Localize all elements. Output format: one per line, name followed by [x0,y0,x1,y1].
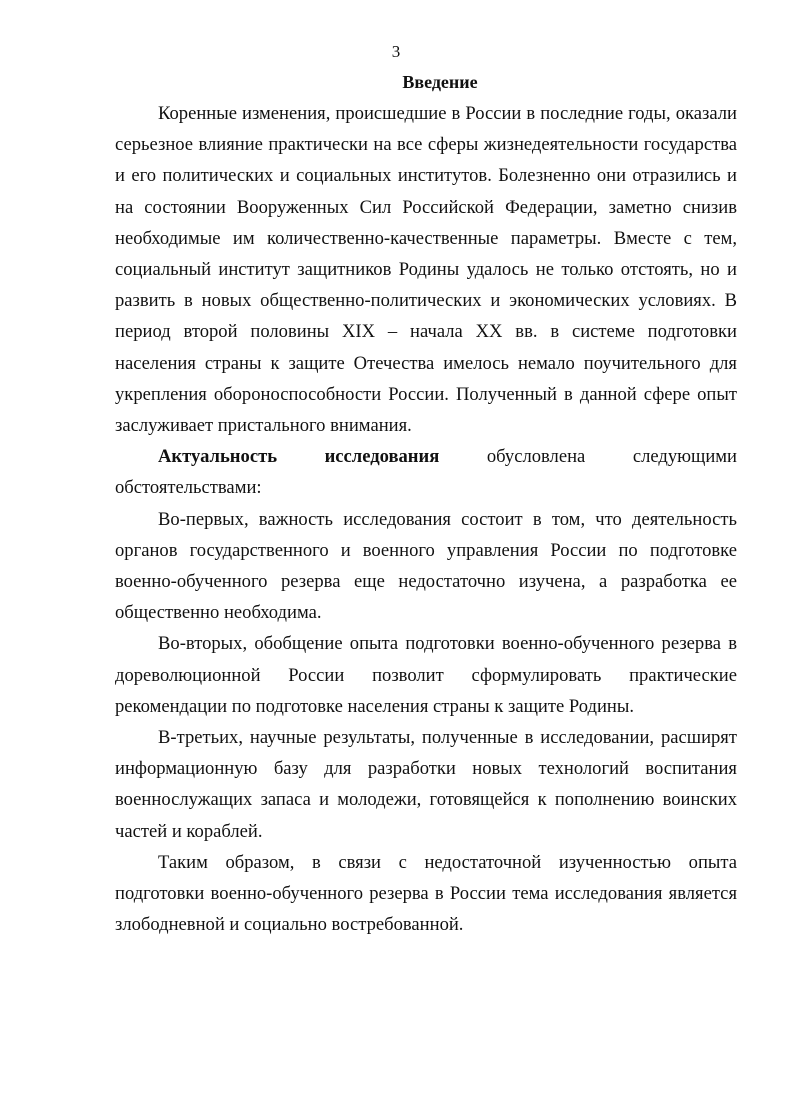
section-heading: Введение [402,72,478,92]
actuality-label: Актуальность исследования [158,446,440,468]
page-number: 3 [391,42,401,61]
paragraph-first: Во-первых, важность исследования состоит в том, что деятельность органов государственного и военного управления России по подготовке военно-обученного резерва еще недостаточно изучена, а разработка ее общественно необходима. [115,508,737,624]
paragraph-conclusion: Таким образом, в связи с недостаточной изученностью опыта подготовки военно-обученного резерва в России тема исследования является злободневной и социально востребованной. [115,851,737,936]
paragraph-third: В-третьих, научные результаты, полученные в исследовании, расширят информационную базу для разработки новых технологий воспитания военнослужащих запаса и молодежи, готовящейся к пополнению воинских частей и кораблей. [115,727,737,842]
paragraph-second: Во-вторых, обобщение опыта подготовки военно-обученного резерва в дореволюционной России позволит сформулировать практические рекомендации по подготовке населения страны к защите Родины. [115,633,737,717]
intro-paragraph: Коренные изменения, происшедшие в России в последние годы, оказали серьезное влияние практически на все сферы жизнедеятельности государства и его политических и социальных институтов. Болезненно они отразились и на состоянии Вооруженных Сил Российской Федерации, заметно снизив необходимые им количественно-качественные параметры. Вместе с тем, социальный институт защитников Родины удалось не только отстоять, но и развить в новых общественно-политических и экономических условиях. В период второй половины XIX – начала XX вв. в системе подготовки населения страны к защите Отечества имелось немало поучительного для укрепления обороноспособности России. Полученный в данной сфере опыт заслуживает пристального внимания. [115,103,737,437]
actuality-line [115,441,737,472]
body-text [115,98,737,940]
actuality-rest: обусловлена следующими [486,446,737,468]
actuality-tail: обстоятельствами: [115,477,262,499]
